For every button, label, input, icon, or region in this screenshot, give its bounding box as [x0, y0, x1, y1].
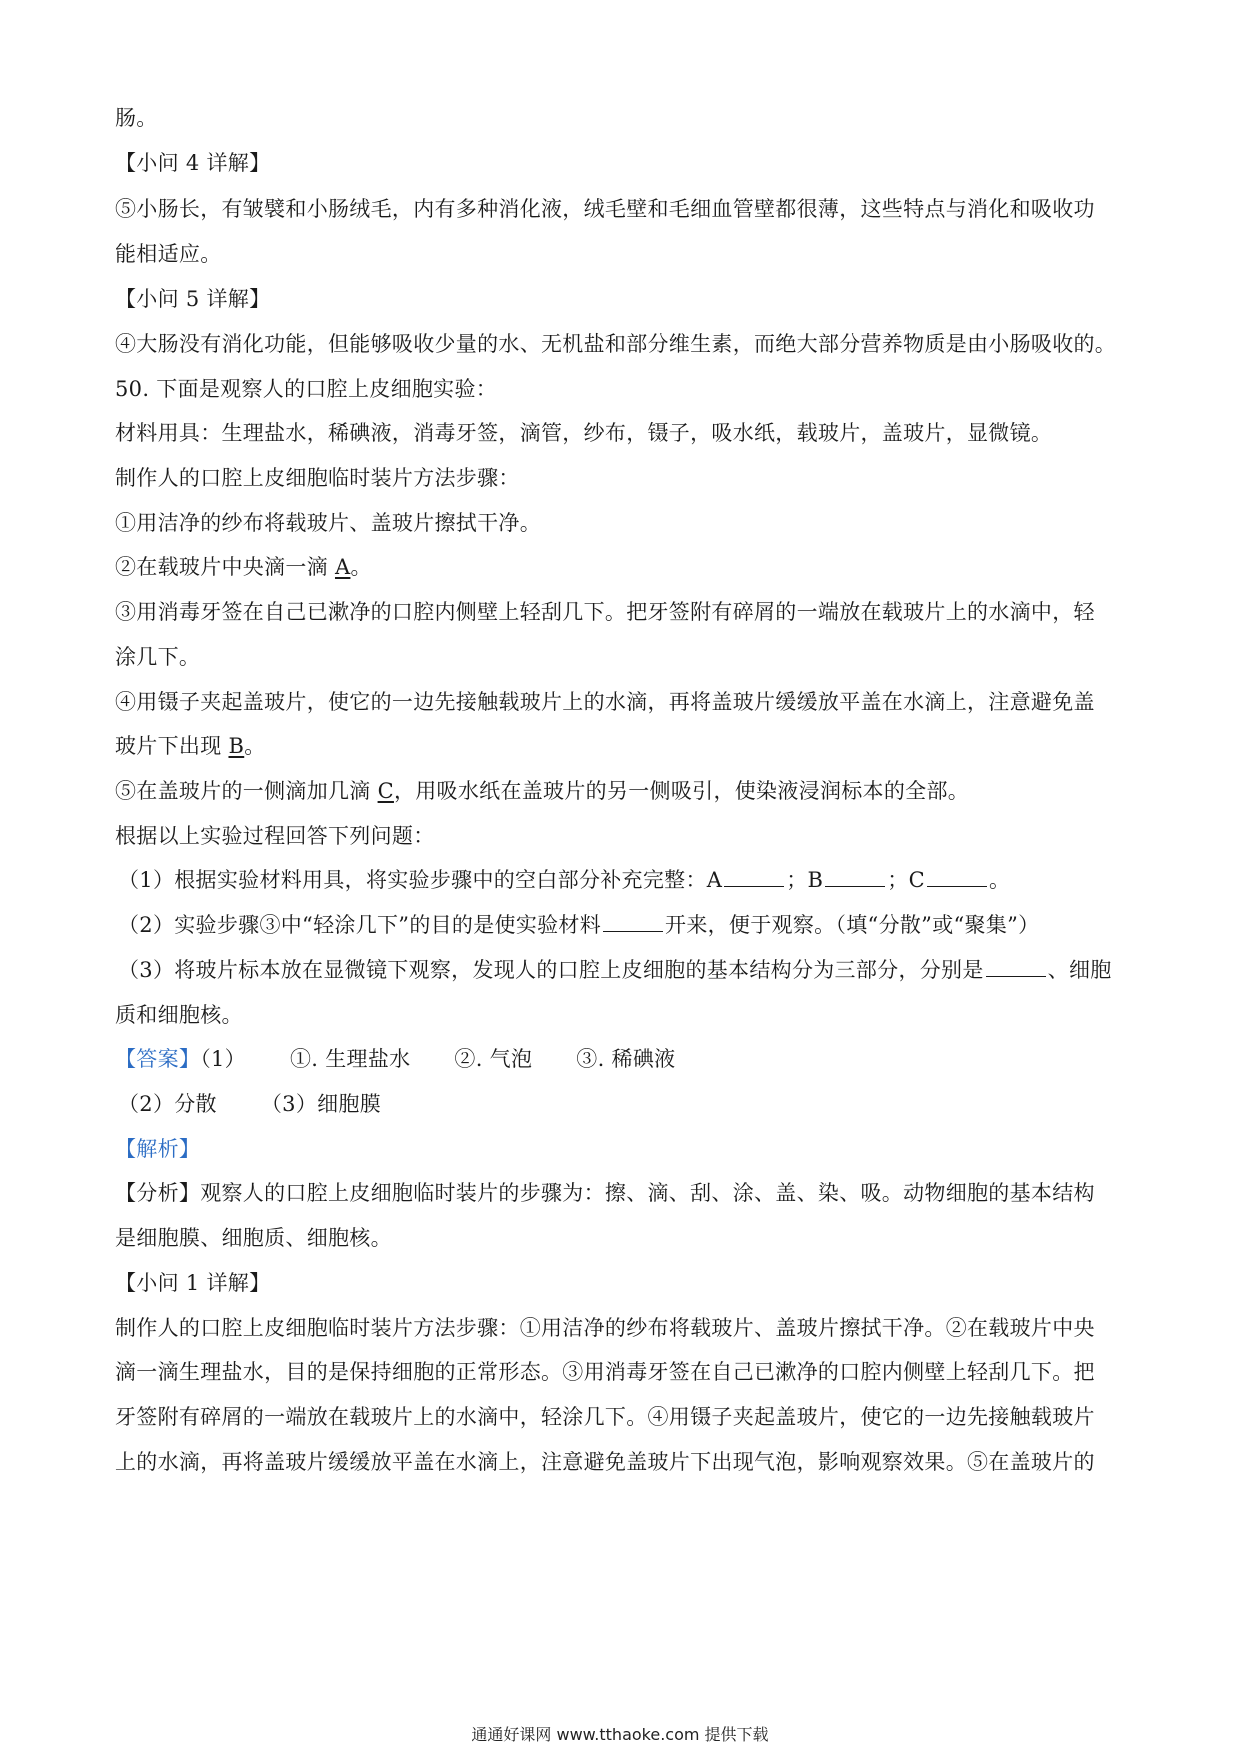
section-heading: 【小问 1 详解】	[115, 1271, 271, 1295]
text-line: ⑤小肠长，有皱襞和小肠绒毛，内有多种消化液，绒毛壁和毛细血管壁都很薄，这些特点与消化和吸收功	[115, 197, 1095, 221]
text-line: 涂几下。	[115, 645, 201, 669]
text-line: 制作人的口腔上皮细胞临时装片方法步骤：	[115, 466, 520, 490]
text-line: 能相适应。	[115, 242, 222, 266]
answer-line: （2）分散 （3）细胞膜	[118, 1092, 382, 1116]
section-heading: 【小问 5 详解】	[115, 287, 271, 311]
section-heading: 【小问 4 详解】	[115, 151, 271, 175]
text-line: 材料用具：生理盐水，稀碘液，消毒牙签，滴管，纱布，镊子，吸水纸，载玻片，盖玻片，显微镜。	[115, 421, 1053, 445]
page-footer: 通通好课网 www.tthaoke.com 提供下载	[471, 1725, 769, 1744]
step-2: ②在载玻片中央滴一滴 A。	[115, 555, 372, 579]
analysis-line: 上的水滴，再将盖玻片缓缓放平盖在水滴上，注意避免盖玻片下出现气泡，影响观察效果。⑤在盖玻片的	[115, 1450, 1095, 1474]
blank-mark-b: B	[228, 734, 245, 758]
step-5: ⑤在盖玻片的一侧滴加几滴 C，用吸水纸在盖玻片的另一侧吸引，使染液浸润标本的全部。	[115, 779, 970, 803]
text-line: 玻片下出现 B。	[115, 734, 266, 758]
text-line: 肠。	[115, 106, 158, 130]
answer-blank	[825, 866, 885, 887]
question-title: 50. 下面是观察人的口腔上皮细胞实验：	[115, 377, 498, 401]
analysis-label: 【解析】	[115, 1137, 201, 1161]
step-4: ④用镊子夹起盖玻片，使它的一边先接触载玻片上的水滴，再将盖玻片缓缓放平盖在水滴上，注意避免盖	[115, 690, 1095, 714]
text-line: ④大肠没有消化功能，但能够吸收少量的水、无机盐和部分维生素，而绝大部分营养物质是由小肠吸收的。	[115, 332, 1117, 356]
step-1: ①用洁净的纱布将载玻片、盖玻片擦拭干净。	[115, 511, 541, 535]
answer-label: 【答案】	[115, 1047, 201, 1071]
sub-question-1: （1）根据实验材料用具，将实验步骤中的空白部分补充完整：A ；B ；C 。	[118, 868, 1011, 892]
analysis-line: 制作人的口腔上皮细胞临时装片方法步骤：①用洁净的纱布将载玻片、盖玻片擦拭干净。②在载玻片中央	[115, 1316, 1095, 1340]
text-line: 根据以上实验过程回答下列问题：	[115, 824, 435, 848]
answer-blank	[603, 911, 663, 932]
text-line: 质和细胞核。	[115, 1003, 243, 1027]
sub-question-3: （3）将玻片标本放在显微镜下观察，发现人的口腔上皮细胞的基本结构分为三部分，分别是 、细胞	[118, 958, 1112, 982]
analysis-line: 是细胞膜、细胞质、细胞核。	[115, 1226, 392, 1250]
answer-blank	[724, 866, 784, 887]
step-3: ③用消毒牙签在自己已漱净的口腔内侧壁上轻刮几下。把牙签附有碎屑的一端放在载玻片上的水滴中，轻	[115, 600, 1095, 624]
analysis-line: 滴一滴生理盐水，目的是保持细胞的正常形态。③用消毒牙签在自己已漱净的口腔内侧壁上轻刮几下。把	[115, 1360, 1095, 1384]
answer-blank	[927, 866, 987, 887]
analysis-line: 【分析】观察人的口腔上皮细胞临时装片的步骤为：擦、滴、刮、涂、盖、染、吸。动物细胞的基本结构	[115, 1181, 1095, 1205]
analysis-line: 牙签附有碎屑的一端放在载玻片上的水滴中，轻涂几下。④用镊子夹起盖玻片，使它的一边先接触载玻片	[115, 1405, 1095, 1429]
answer-line: 【答案】（1） ①. 生理盐水 ②. 气泡 ③. 稀碘液	[115, 1047, 676, 1071]
sub-question-2: （2）实验步骤③中“轻涂几下”的目的是使实验材料 开来，便于观察。（填“分散”或“聚集”）	[118, 913, 1040, 937]
blank-mark-a: A	[334, 555, 351, 579]
blank-mark-c: C	[377, 779, 394, 803]
answer-blank	[986, 956, 1046, 977]
